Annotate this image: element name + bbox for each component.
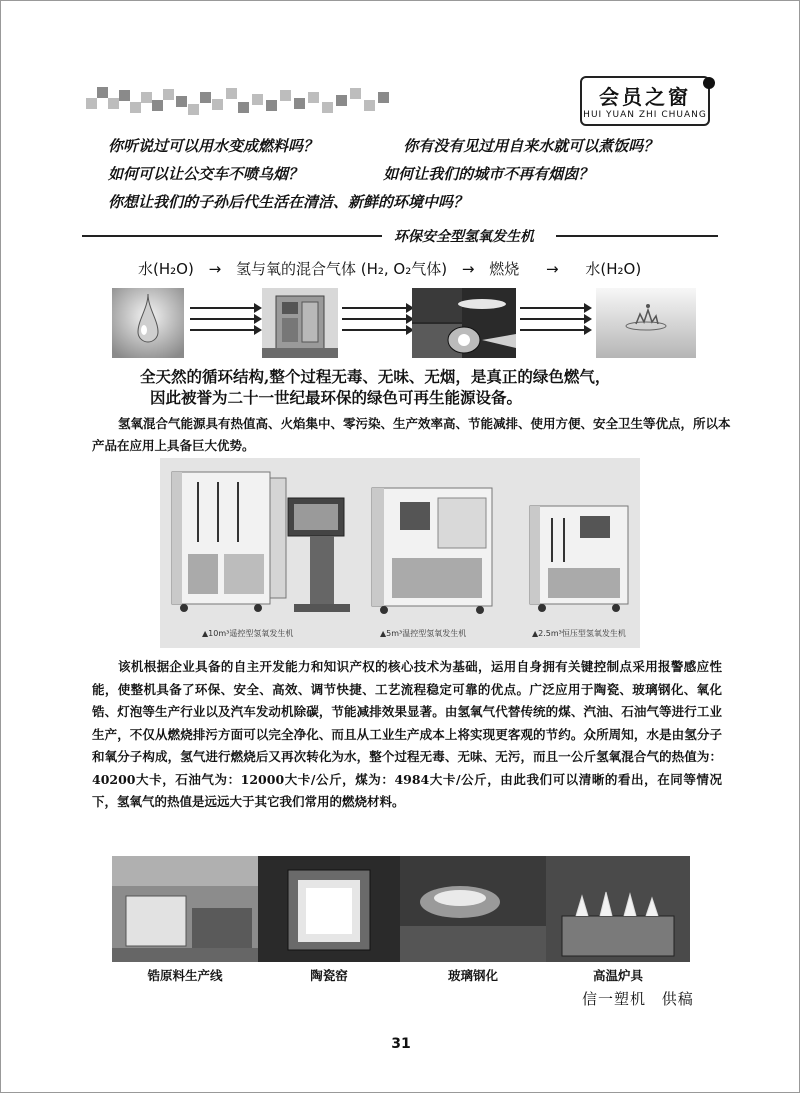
machines-image	[160, 458, 640, 648]
question-block	[108, 132, 728, 216]
arrow-group	[520, 298, 590, 348]
arrow-group	[190, 298, 260, 348]
cycle-line: 因此被誉为二十一世纪最环保的绿色可再生能源设备。	[150, 388, 523, 407]
equation-water-end: 水(H₂O)	[585, 260, 642, 278]
question-text: 你想让我们的子孙后代生活在清洁、新鲜的环境中吗？	[108, 193, 469, 211]
credit-company: 信一塑机	[582, 990, 647, 1008]
cycle-line: 全天然的循环结构,整个过程无毒、无味、无烟，是真正的绿色燃气，	[140, 367, 611, 386]
header-mosaic-decoration	[86, 86, 406, 120]
product-header	[82, 226, 718, 246]
page-number: 31	[391, 1036, 411, 1052]
intro-paragraph: 氢氧混合气能源具有热值高、火焰集中、零污染、生产效率高、节能减排、使用方便、安全卫生等优点，所以本产品在应用上具备巨大优势。	[92, 416, 731, 453]
reaction-equation	[138, 258, 698, 279]
section-title-en: HUI YUAN ZHI CHUANG	[583, 110, 707, 120]
machine-label: ▲5m³温控型氢氧发生机	[380, 629, 467, 638]
question-text: 如何让我们的城市不再有烟囱？	[383, 165, 594, 183]
question-line	[108, 132, 728, 160]
machines-panel	[160, 458, 640, 648]
divider-right	[556, 235, 718, 237]
equation-mixture: 氢与氧的混合气体 (H₂, O₂气体)	[235, 260, 448, 278]
process-image-row	[112, 288, 696, 358]
cycle-description	[140, 366, 680, 408]
photo-caption: 玻璃钢化	[447, 968, 498, 983]
application-photos	[112, 856, 690, 962]
water-splash-image	[596, 288, 696, 358]
equation-arrow: →	[208, 260, 222, 278]
equation-water-start: 水(H₂O)	[138, 260, 194, 278]
question-text: 如何可以让公交车不喷乌烟？	[108, 165, 304, 183]
divider-left	[82, 235, 382, 237]
machine-label: ▲10m³遥控型氢氧发生机	[202, 629, 294, 638]
water-drop-image	[112, 288, 184, 358]
arrow-group	[342, 298, 412, 348]
glass-tempering-photo	[400, 856, 546, 962]
ceramic-kiln-photo	[258, 856, 400, 962]
equation-arrow: →	[461, 260, 475, 278]
question-text: 你有没有见过用自来水就可以煮饭吗？	[403, 137, 659, 155]
question-text: 你听说过可以用水变成燃料吗？	[108, 137, 319, 155]
equation-combustion: 燃烧	[489, 260, 520, 278]
photo-caption: 锆原料生产线	[147, 968, 223, 983]
product-title: 环保安全型氢氧发生机	[394, 229, 534, 245]
question-line	[108, 160, 728, 188]
body-paragraph: 该机根据企业具备的自主开发能力和知识产权的核心技术为基础，运用自身拥有关键控制点采用报警感应性能，使整机具备了环保、安全、高效、调节快捷、工艺流程稳定可靠的优点。广泛应用于陶瓷、玻璃钢化、氧化锆、灯泡等生产行业以及汽车发动机除碳，节能减排效果显著。由氢氧气代替传统的煤、汽油、石油气等进行工业生产，不仅从燃烧排污方面可以完全净化、而且从工业生产成本上将实现更客观的节约。众所周知，水是由氢分子和氧分子构成，氢气进行燃烧后又再次转化为水，整个过程无毒、无味、无污，而且一公斤氢氧混合气的热值为：40200大卡，石油气为：12000大卡/公斤，煤为：4984大卡/公斤，由此我们可以清晰的看出，在同等情况下，氢氧气的热值是远远大于其它我们常用的燃烧材料。	[92, 659, 722, 809]
badge-dot-icon	[703, 77, 715, 89]
section-title-cn: 会员之窗	[599, 85, 691, 109]
machine-label: ▲2.5m³恒压型氢氧发生机	[532, 629, 626, 638]
photo-caption: 高温炉具	[592, 968, 643, 983]
credit-note: 供稿	[661, 990, 694, 1008]
combustion-flame-image	[412, 288, 516, 358]
generator-machine-image	[262, 288, 338, 358]
zirconium-production-line-photo	[112, 856, 258, 962]
section-badge	[580, 76, 710, 126]
credit-line	[582, 988, 694, 1009]
question-line	[108, 188, 728, 216]
equation-arrow: →	[546, 260, 559, 278]
photo-caption: 陶瓷窑	[310, 968, 348, 983]
high-temperature-furnace-photo	[546, 856, 690, 962]
